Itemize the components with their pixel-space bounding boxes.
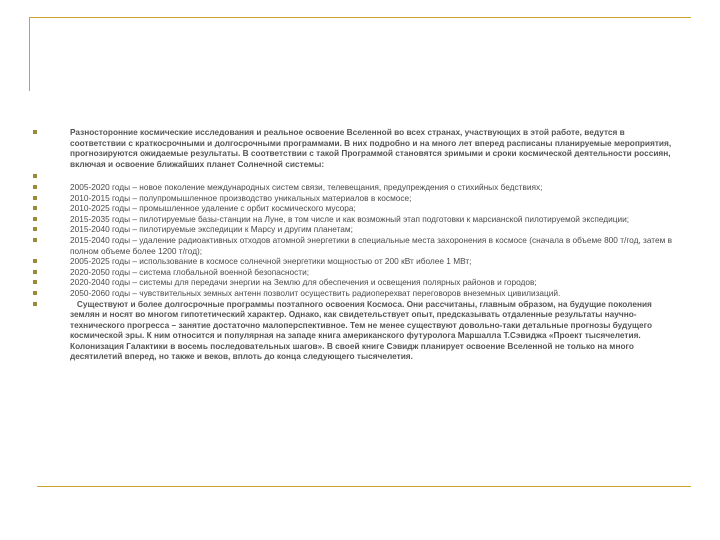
list-item-text: 2020-2050 годы – система глобальной военной безопасности; (70, 266, 310, 277)
slide-content (30, 127, 682, 362)
bullet-icon (30, 277, 70, 288)
list-item (30, 277, 682, 288)
bullet-icon (30, 224, 70, 235)
bullet-icon (30, 127, 70, 138)
list-item (30, 235, 682, 256)
list-item-text: 2005-2020 годы – новое поколение международных систем связи, телевещания, предупреждения о стихийных бедствиях; (70, 181, 543, 192)
list-item-text: 2010-2015 годы – полупромышленное производство уникальных материалов в космосе; (70, 192, 412, 203)
list-item-text: 2015-2040 годы – удаление радиоактивных отходов атомной энергетики в специальные места захоронения в космосе (сначала в объеме 800 т/год, затем в полном объеме более 1200 т/год); (70, 234, 673, 256)
bullet-icon (30, 182, 70, 193)
frame-top-rule (29, 17, 691, 18)
bullet-icon (30, 171, 70, 182)
list-item (30, 267, 682, 278)
bullet-icon (30, 299, 70, 310)
list-item-conclusion (30, 299, 682, 363)
list-item-text: 2015-2035 годы – пилотируемые базы-станции на Луне, в том числе и как возможный этап подготовки к марсианской пилотируемой экспедиции; (70, 213, 630, 224)
list-item (30, 193, 682, 204)
list-item-text: 2020-2040 годы – системы для передачи энергии на Землю для обеспечения и освещения полярных районов и городов; (70, 277, 537, 288)
list-item-text: 2015-2040 годы – пилотируемые экспедиции к Марсу и другим планетам; (70, 224, 353, 235)
bullet-icon (30, 267, 70, 278)
bullet-icon (30, 203, 70, 214)
list-item-text: Существуют и более долгосрочные программы поэтапного освоения Космоса. Они рассчитаны, главным образом, на будущие поколения землян и носят во многом гипотетический характер. Однако, как свидетельствует опыт, предсказывать отдаленные результаты научно-технического прогресса – занятие достаточно малоперспективное. Тем не менее существуют довольно-таки детальные прогнозы будущего космической эры. К ним относится и популярная на западе книга американского футуролога Маршалла Т.Сэвиджа «Проект тысячелетия. Колонизация Галактики в восемь последовательных шагов». В своей книге Сэвидж планирует освоение Вселенной не только на много десятилетий вперед, но также и веков, вплоть до конца следующего тысячелетия. (70, 298, 655, 362)
bullet-icon (30, 214, 70, 225)
list-item-text (70, 171, 682, 182)
list-item (30, 214, 682, 225)
list-item (30, 182, 682, 193)
frame-left-rule (29, 17, 30, 91)
bullet-icon (30, 256, 70, 267)
list-item (30, 256, 682, 267)
bullet-icon (30, 288, 70, 299)
list-item-text: 2010-2025 годы – промышленное удаление с орбит космического мусора; (70, 203, 356, 214)
list-item-intro (30, 127, 682, 169)
list-item-empty (30, 171, 682, 182)
bullet-icon (30, 235, 70, 246)
bullet-icon (30, 193, 70, 204)
list-item (30, 203, 682, 214)
list-item-text: 2005-2025 годы – использование в космосе солнечной энергетики мощностью от 200 кВт иболее 1 МВт; (70, 256, 472, 267)
frame-bottom-rule (37, 486, 691, 487)
list-item-text: Разносторонние космические исследования и реальное освоение Вселенной во всех странах, участвующих в этой работе, ведутся в соответствии с краткосрочными и долгосрочными программами. В них подробно и на много лет вперед расписаны планируемые мероприятия, прогнозируются ожидаемые результаты. В соответствии с такой Программой становятся зримыми и сроки космической деятельности россиян, включая и освоение ближайших планет Солнечной системы: (70, 127, 672, 169)
list-item (30, 288, 682, 299)
list-item (30, 224, 682, 235)
list-item-text: 2050-2060 годы – чувствительных земных антенн позволит осуществить радиоперехват переговоров внеземных цивилизаций. (70, 287, 561, 298)
